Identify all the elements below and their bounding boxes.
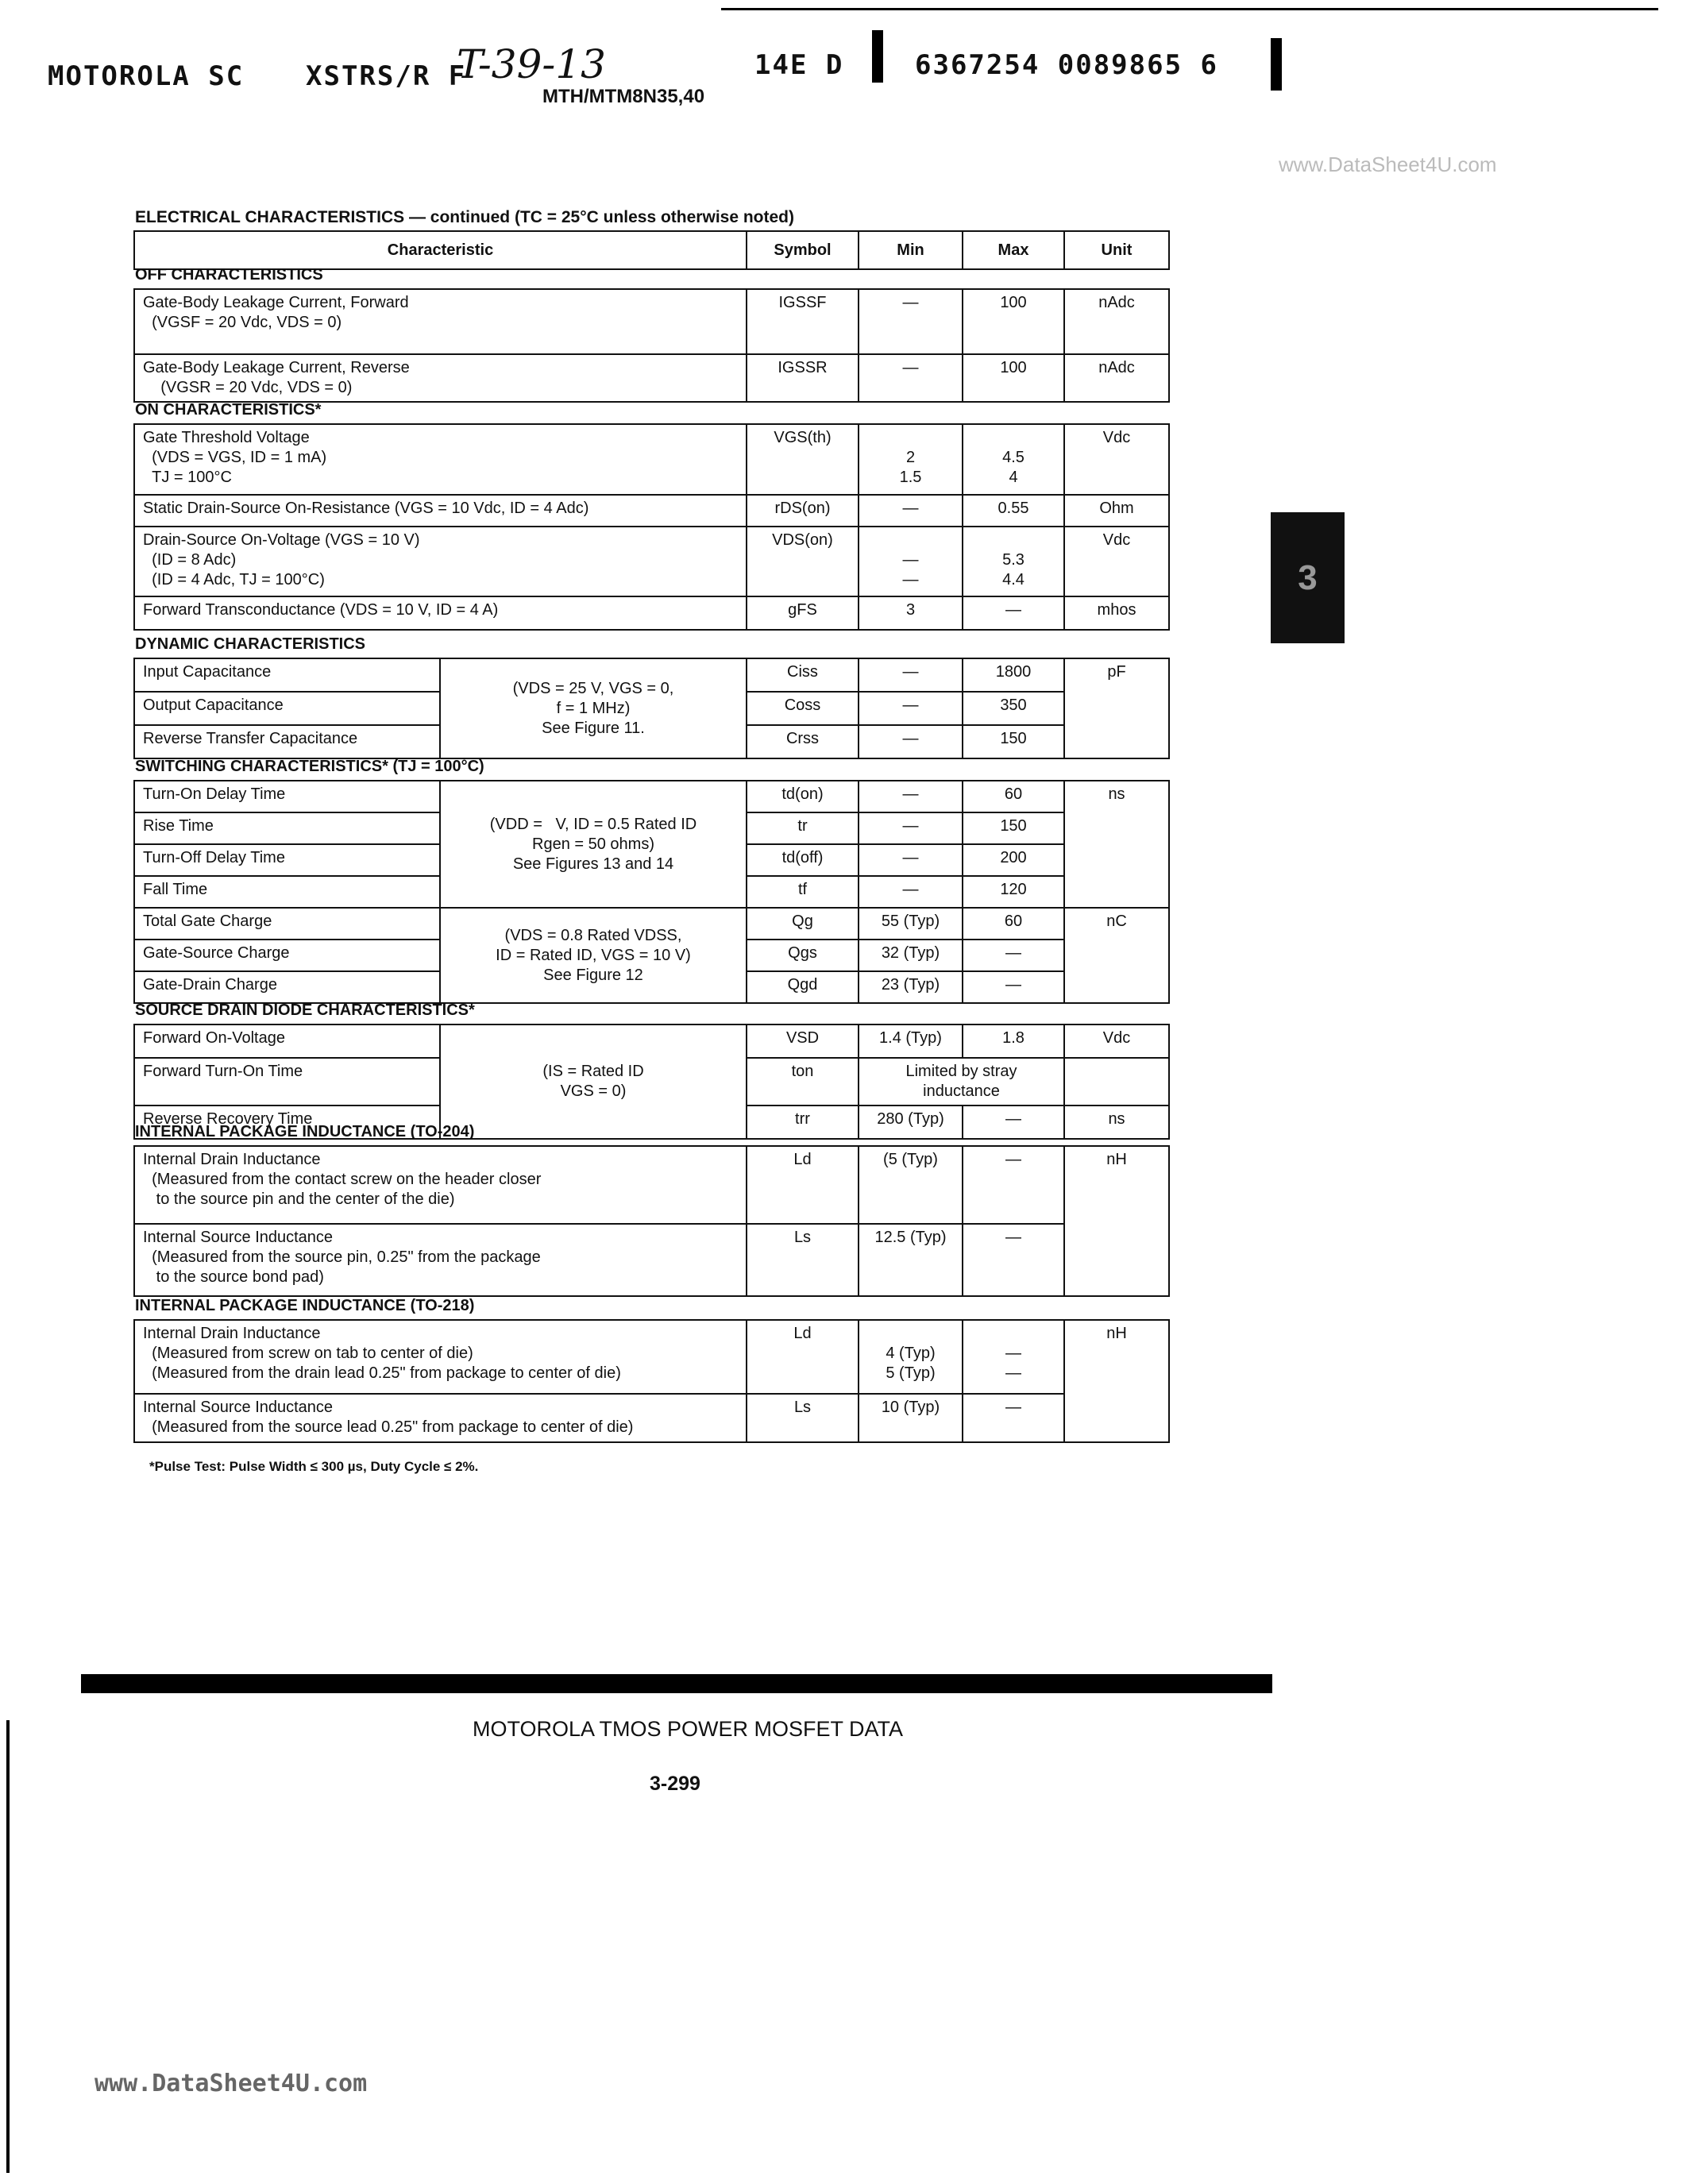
table-title: ELECTRICAL CHARACTERISTICS — continued (TC = 25°C unless otherwise noted) xyxy=(135,208,794,226)
unit-cell: nH xyxy=(1064,1146,1169,1296)
symbol-cell: VGS(th) xyxy=(747,424,859,495)
symbol-cell: td(off) xyxy=(747,844,859,876)
symbol-cell: trr xyxy=(747,1106,859,1139)
min-cell: — xyxy=(859,289,963,354)
footnote: *Pulse Test: Pulse Width ≤ 300 µs, Duty Cycle ≤ 2%. xyxy=(149,1459,479,1474)
symbol-cell: Qg xyxy=(747,908,859,940)
page-number: 3-299 xyxy=(650,1773,700,1795)
table-row xyxy=(134,527,1169,596)
characteristic-cell: Turn-On Delay Time xyxy=(134,781,440,812)
section-title: ON CHARACTERISTICS* xyxy=(135,401,322,419)
footer-title: MOTOROLA TMOS POWER MOSFET DATA xyxy=(473,1717,904,1741)
section-title: INTERNAL PACKAGE INDUCTANCE (TO-204) xyxy=(135,1123,475,1140)
col-symbol: Symbol xyxy=(747,231,859,269)
table-on xyxy=(133,423,1170,631)
test-condition-cell: (IS = Rated ID VGS = 0) xyxy=(440,1024,747,1139)
marker-bar xyxy=(872,30,883,83)
max-cell: — xyxy=(963,971,1064,1003)
max-cell: — xyxy=(963,1394,1064,1442)
symbol-cell: Qgd xyxy=(747,971,859,1003)
table-row xyxy=(134,354,1169,402)
max-cell: — — xyxy=(963,1320,1064,1394)
characteristic-cell: Internal Source Inductance (Measured from the source lead 0.25" from package to center of die) xyxy=(134,1394,747,1442)
unit-cell: nAdc xyxy=(1064,354,1169,402)
symbol-cell: Ld xyxy=(747,1146,859,1224)
max-cell: 150 xyxy=(963,812,1064,844)
characteristic-cell: Forward Turn-On Time xyxy=(134,1058,440,1106)
min-cell: — xyxy=(859,844,963,876)
symbol-cell: rDS(on) xyxy=(747,495,859,527)
min-cell: 55 (Typ) xyxy=(859,908,963,940)
col-max: Max xyxy=(963,231,1064,269)
unit-cell: ns xyxy=(1064,1106,1169,1139)
min-cell: 32 (Typ) xyxy=(859,940,963,971)
top-rule xyxy=(721,8,1658,10)
handwritten-code: T-39-13 xyxy=(457,41,606,87)
scan-edge xyxy=(6,1720,10,2173)
table-row xyxy=(134,658,1169,692)
min-cell: 12.5 (Typ) xyxy=(859,1224,963,1296)
marker-bar xyxy=(1271,38,1282,91)
column-header xyxy=(133,230,1170,270)
max-cell: 120 xyxy=(963,876,1064,908)
test-condition-cell: (VDD = V, ID = 0.5 Rated ID Rgen = 50 ohms) See Figures 13 and 14 xyxy=(440,781,747,908)
unit-cell: mhos xyxy=(1064,596,1169,630)
table-row xyxy=(134,424,1169,495)
symbol-cell: ton xyxy=(747,1058,859,1106)
unit-cell: nC xyxy=(1064,908,1169,1003)
table-dynamic xyxy=(133,658,1170,759)
max-cell: 5.3 4.4 xyxy=(963,527,1064,596)
table-switching xyxy=(133,780,1170,1004)
symbol-cell: Crss xyxy=(747,725,859,758)
characteristic-cell: Gate-Body Leakage Current, Reverse (VGSR = 20 Vdc, VDS = 0) xyxy=(134,354,747,402)
characteristic-cell: Reverse Transfer Capacitance xyxy=(134,725,440,758)
unit-cell xyxy=(1064,1058,1169,1106)
note-cell: Limited by stray inductance xyxy=(859,1058,1064,1106)
section-title: SOURCE DRAIN DIODE CHARACTERISTICS* xyxy=(135,1001,475,1019)
min-cell: 1.4 (Typ) xyxy=(859,1024,963,1058)
table-row xyxy=(134,1224,1169,1296)
header-company: MOTOROLA SC xyxy=(48,60,245,92)
characteristic-cell: Total Gate Charge xyxy=(134,908,440,940)
unit-cell: nH xyxy=(1064,1320,1169,1442)
unit-cell: ns xyxy=(1064,781,1169,908)
symbol-cell: td(on) xyxy=(747,781,859,812)
table-pkg204 xyxy=(133,1145,1170,1297)
table-row xyxy=(134,1024,1169,1058)
characteristic-cell: Drain-Source On-Voltage (VGS = 10 V) (ID = 8 Adc) (ID = 4 Adc, TJ = 100°C) xyxy=(134,527,747,596)
min-cell: 3 xyxy=(859,596,963,630)
watermark: www.DataSheet4U.com xyxy=(1279,152,1497,176)
unit-cell: Vdc xyxy=(1064,527,1169,596)
characteristic-cell: Internal Source Inductance (Measured from the source pin, 0.25" from the package to the source bond pad) xyxy=(134,1224,747,1296)
section-title: DYNAMIC CHARACTERISTICS xyxy=(135,635,365,653)
symbol-cell: Coss xyxy=(747,692,859,725)
max-cell: 100 xyxy=(963,354,1064,402)
symbol-cell: IGSSR xyxy=(747,354,859,402)
min-cell: — xyxy=(859,725,963,758)
max-cell: — xyxy=(963,1106,1064,1139)
unit-cell: Ohm xyxy=(1064,495,1169,527)
characteristic-cell: Static Drain-Source On-Resistance (VGS = 10 Vdc, ID = 4 Adc) xyxy=(134,495,747,527)
min-cell: — xyxy=(859,781,963,812)
symbol-cell: VSD xyxy=(747,1024,859,1058)
table-row xyxy=(134,1146,1169,1224)
col-characteristic: Characteristic xyxy=(134,231,747,269)
characteristic-cell: Gate Threshold Voltage (VDS = VGS, ID = 1 mA) TJ = 100°C xyxy=(134,424,747,495)
min-cell: 10 (Typ) xyxy=(859,1394,963,1442)
max-cell: 1.8 xyxy=(963,1024,1064,1058)
table-row xyxy=(134,1394,1169,1442)
header-division: XSTRS/R F xyxy=(306,60,467,92)
table-row xyxy=(134,495,1169,527)
table-row xyxy=(134,908,1169,940)
symbol-cell: Ls xyxy=(747,1394,859,1442)
table-row xyxy=(134,1320,1169,1394)
characteristic-cell: Gate-Drain Charge xyxy=(134,971,440,1003)
footer-bar xyxy=(81,1674,1272,1693)
unit-cell: Vdc xyxy=(1064,424,1169,495)
symbol-cell: tr xyxy=(747,812,859,844)
min-cell: — xyxy=(859,658,963,692)
symbol-cell: VDS(on) xyxy=(747,527,859,596)
max-cell: 150 xyxy=(963,725,1064,758)
min-cell: 23 (Typ) xyxy=(859,971,963,1003)
min-cell: — xyxy=(859,692,963,725)
min-cell: — xyxy=(859,812,963,844)
table-pkg218 xyxy=(133,1319,1170,1443)
col-unit: Unit xyxy=(1064,231,1169,269)
symbol-cell: Ld xyxy=(747,1320,859,1394)
header-code: 14E D xyxy=(754,49,844,81)
table-row xyxy=(134,289,1169,354)
section-title: OFF CHARACTERISTICS xyxy=(135,266,323,284)
max-cell: 100 xyxy=(963,289,1064,354)
max-cell: 0.55 xyxy=(963,495,1064,527)
symbol-cell: Qgs xyxy=(747,940,859,971)
min-cell: 4 (Typ) 5 (Typ) xyxy=(859,1320,963,1394)
col-min: Min xyxy=(859,231,963,269)
test-condition-cell: (VDS = 0.8 Rated VDSS, ID = Rated ID, VGS = 10 V) See Figure 12 xyxy=(440,908,747,1003)
test-condition-cell: (VDS = 25 V, VGS = 0, f = 1 MHz) See Figure 11. xyxy=(440,658,747,758)
characteristic-cell: Gate-Source Charge xyxy=(134,940,440,971)
characteristic-cell: Rise Time xyxy=(134,812,440,844)
section-title: SWITCHING CHARACTERISTICS* (TJ = 100°C) xyxy=(135,758,484,775)
characteristic-cell: Forward On-Voltage xyxy=(134,1024,440,1058)
max-cell: 60 xyxy=(963,781,1064,812)
min-cell: — — xyxy=(859,527,963,596)
characteristic-cell: Fall Time xyxy=(134,876,440,908)
max-cell: 1800 xyxy=(963,658,1064,692)
unit-cell: Vdc xyxy=(1064,1024,1169,1058)
characteristic-cell: Forward Transconductance (VDS = 10 V, ID = 4 A) xyxy=(134,596,747,630)
header-numbers: 6367254 0089865 6 xyxy=(915,49,1218,81)
symbol-cell: Ciss xyxy=(747,658,859,692)
model-number: MTH/MTM8N35,40 xyxy=(542,86,705,107)
section-title: INTERNAL PACKAGE INDUCTANCE (TO-218) xyxy=(135,1297,475,1314)
symbol-cell: Ls xyxy=(747,1224,859,1296)
min-cell: — xyxy=(859,354,963,402)
max-cell: — xyxy=(963,940,1064,971)
min-cell: 280 (Typ) xyxy=(859,1106,963,1139)
unit-cell: nAdc xyxy=(1064,289,1169,354)
min-cell: — xyxy=(859,495,963,527)
characteristic-cell: Reverse Recovery Time xyxy=(134,1106,440,1139)
max-cell: — xyxy=(963,596,1064,630)
watermark: www.DataSheet4U.com xyxy=(95,2070,368,2097)
table-off xyxy=(133,288,1170,403)
max-cell: 60 xyxy=(963,908,1064,940)
min-cell: 2 1.5 xyxy=(859,424,963,495)
symbol-cell: IGSSF xyxy=(747,289,859,354)
characteristic-cell: Internal Drain Inductance (Measured from the contact screw on the header closer to the source pin and the center of the die) xyxy=(134,1146,747,1224)
characteristic-cell: Gate-Body Leakage Current, Forward (VGSF = 20 Vdc, VDS = 0) xyxy=(134,289,747,354)
max-cell: 4.5 4 xyxy=(963,424,1064,495)
symbol-cell: gFS xyxy=(747,596,859,630)
max-cell: 350 xyxy=(963,692,1064,725)
table-row xyxy=(134,781,1169,812)
characteristic-cell: Output Capacitance xyxy=(134,692,440,725)
characteristic-cell: Input Capacitance xyxy=(134,658,440,692)
max-cell: — xyxy=(963,1146,1064,1224)
section-tab: 3 xyxy=(1271,512,1345,643)
unit-cell: pF xyxy=(1064,658,1169,758)
table-row xyxy=(134,596,1169,630)
max-cell: — xyxy=(963,1224,1064,1296)
characteristic-cell: Internal Drain Inductance (Measured from screw on tab to center of die) (Measured from the drain lead 0.25" from package to center of die) xyxy=(134,1320,747,1394)
max-cell: 200 xyxy=(963,844,1064,876)
symbol-cell: tf xyxy=(747,876,859,908)
min-cell: — xyxy=(859,876,963,908)
characteristic-cell: Turn-Off Delay Time xyxy=(134,844,440,876)
min-cell: (5 (Typ) xyxy=(859,1146,963,1224)
